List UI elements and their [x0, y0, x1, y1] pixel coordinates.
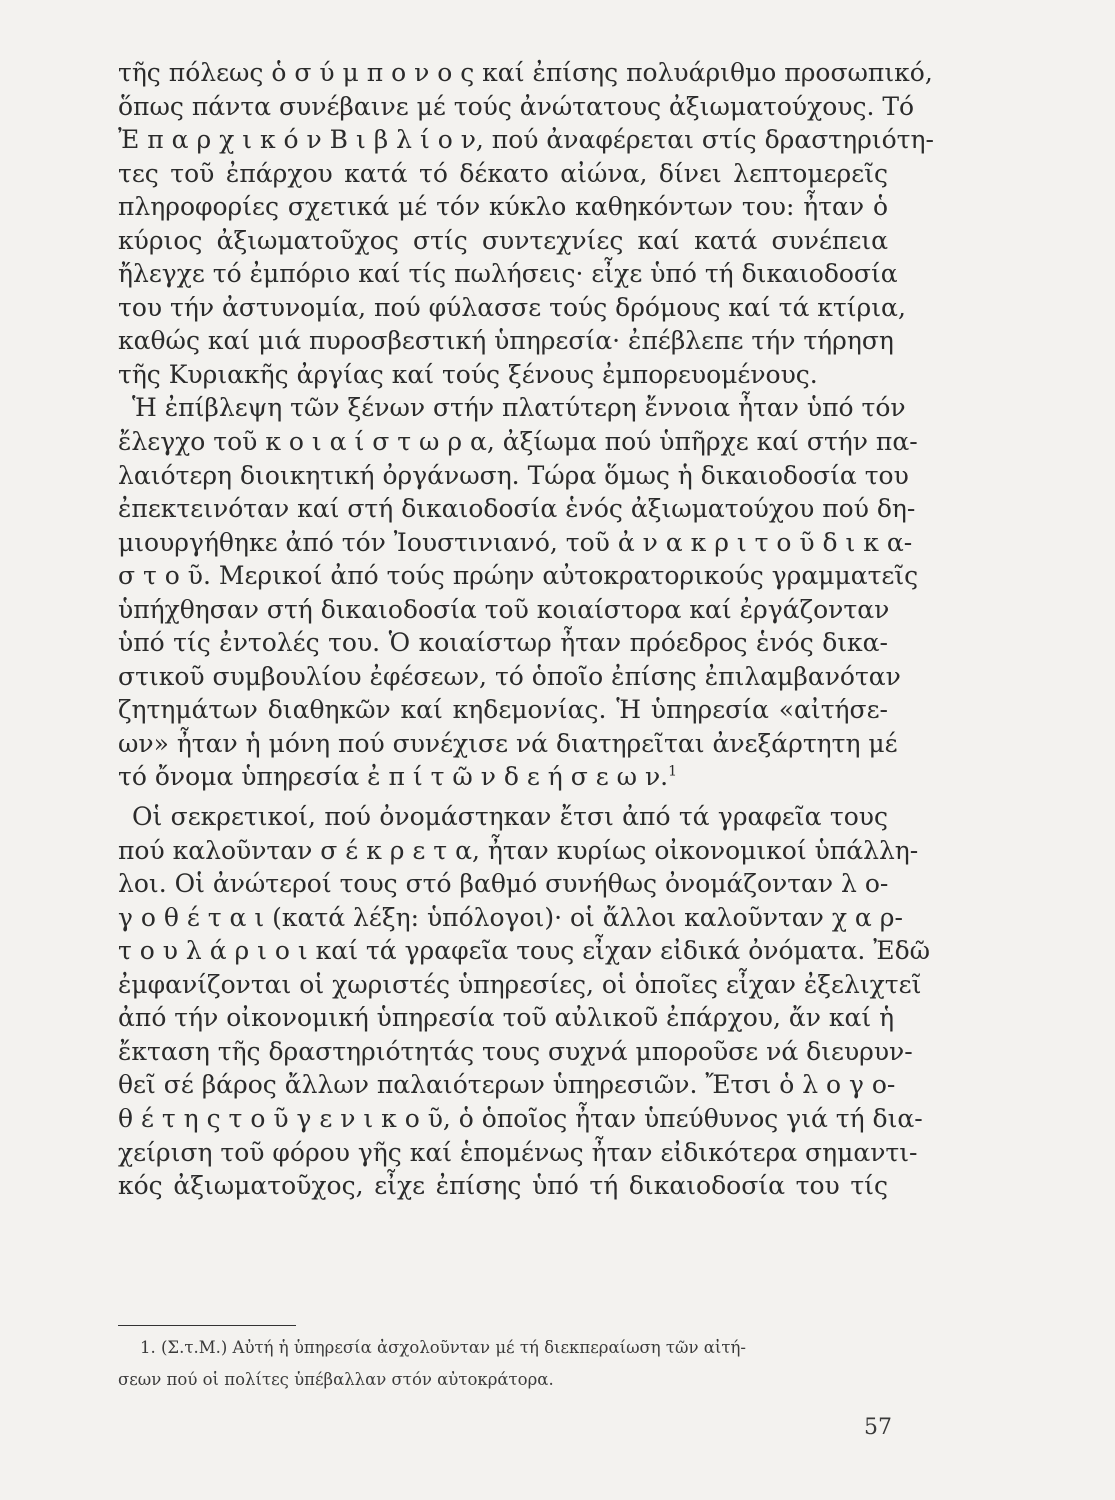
text-line: λοι. Οἱ ἀνώτεροί τους στό βαθμό συνήθως ὀνομάζονταν λ ο-: [118, 869, 889, 899]
body-text: [118, 56, 934, 1203]
text-line: Ἡ ἐπίβλεψη τῶν ξένων στήν πλατύτερη ἔννοια ἦταν ὑπό τόν: [132, 393, 906, 423]
text-line: Οἱ σεκρετικοί, πού ὀνομάστηκαν ἔτσι ἀπό τά γραφεῖα τους: [132, 802, 888, 832]
text-line: τες τοῦ ἐπάρχου κατά τό δέκατο αἰώνα, δίνει λεπτομερεῖς: [118, 158, 888, 188]
text-line-content: τό ὄνομα ὑπηρεσία ἐ π ί τ ῶ ν δ ε ή σ ε ω ν.: [118, 762, 669, 792]
text-line: ἔλεγχο τοῦ κ ο ι α ί σ τ ω ρ α, ἀξίωμα πού ὑπῆρχε καί στήν πα-: [118, 427, 918, 457]
text-line: καθώς καί μιά πυροσβεστική ὑπηρεσία· ἐπέβλεπε τήν τήρηση: [118, 326, 894, 356]
text-line: ων» ἦταν ἡ μόνη πού συνέχισε νά διατηρεῖται ἀνεξάρτητη μέ: [118, 728, 898, 758]
text-line: γ ο θ έ τ α ι (κατά λέξη: ὑπόλογοι)· οἱ ἄλλοι καλοῦνταν χ α ρ-: [118, 902, 903, 932]
text-line: Ἐ π α ρ χ ι κ ό ν Β ι β λ ί ο ν, πού ἀναφέρεται στίς δραστηριότη-: [118, 125, 934, 155]
text-line: του τήν ἀστυνομία, πού φύλασσε τούς δρόμους καί τά κτίρια,: [118, 292, 906, 322]
text-line: τῆς Κυριακῆς ἀργίας καί τούς ξένους ἐμπορευομένους.: [118, 359, 818, 389]
text-line: κύριος ἀξιωματοῦχος στίς συντεχνίες καί κατά συνέπεια: [118, 225, 888, 255]
text-line: τῆς πόλεως ὁ σ ύ μ π ο ν ο ς καί ἐπίσης πολυάριθμο προσωπικό,: [118, 58, 933, 87]
text-line: ἐπεκτεινόταν καί στή δικαιοδοσία ἑνός ἀξιωματούχου πού δη-: [118, 494, 916, 524]
text-line: ὑπό τίς ἐντολές του. Ὁ κοιαίστωρ ἦταν πρόεδρος ἑνός δικα-: [118, 628, 888, 658]
text-line: ἀπό τήν οἰκονομική ὑπηρεσία τοῦ αὐλικοῦ ἐπάρχου, ἄν καί ἡ: [118, 1003, 895, 1033]
text-line: λαιότερη διοικητική ὀργάνωση. Τώρα ὅμως ἡ δικαιοδοσία του: [118, 460, 909, 490]
text-line: μιουργήθηκε ἀπό τόν Ἰουστινιανό, τοῦ ἀ ν α κ ρ ι τ ο ῦ δ ι κ α-: [118, 527, 913, 557]
text-line: ὑπήχθησαν στή δικαιοδοσία τοῦ κοιαίστορα καί ἐργάζονταν: [118, 594, 890, 624]
text-line: πληροφορίες σχετικά μέ τόν κύκλο καθηκόντων του: ἦταν ὁ: [118, 192, 888, 222]
text-line: ζητημάτων διαθηκῶν καί κηδεμονίας. Ἡ ὑπηρεσία «αἰτήσε-: [118, 695, 888, 725]
text-line: κός ἀξιωματοῦχος, εἶχε ἐπίσης ὑπό τή δικαιοδοσία του τίς: [118, 1171, 888, 1201]
text-line: χείριση τοῦ φόρου γῆς καί ἑπομένως ἦταν εἰδικότερα σημαντι-: [118, 1137, 918, 1167]
footnote-line: 1. (Σ.τ.Μ.) Αὐτή ἡ ὑπηρεσία ἀσχολοῦνταν μέ τή διεκπεραίωση τῶν αἰτή-: [140, 1338, 746, 1357]
footnote: [118, 1332, 888, 1396]
text-line: θεῖ σέ βάρος ἄλλων παλαιότερων ὑπηρεσιῶν. Ἔτσι ὁ λ ο γ ο-: [118, 1070, 896, 1100]
text-line: τ ο υ λ ά ρ ι ο ι καί τά γραφεῖα τους εἶχαν εἰδικά ὀνόματα. Ἐδῶ: [118, 936, 931, 966]
page-number: 57: [864, 1415, 892, 1440]
text-line: ἔκταση τῆς δραστηριότητάς τους συχνά μποροῦσε νά διευρυν-: [118, 1036, 913, 1066]
footnote-divider: [118, 1325, 296, 1326]
text-line: πού καλοῦνταν σ έ κ ρ ε τ α, ἦταν κυρίως οἰκονομικοί ὑπάλλη-: [118, 835, 919, 865]
text-line: ἤλεγχε τό ἐμπόριο καί τίς πωλήσεις· εἶχε ὑπό τή δικαιοδοσία: [118, 259, 898, 289]
text-line: [118, 760, 888, 794]
text-line: στικοῦ συμβουλίου ἐφέσεων, τό ὁποῖο ἐπίσης ἐπιλαμβανόταν: [118, 661, 901, 691]
footnote-line: σεων πού οἱ πολίτες ὑπέβαλλαν στόν αὐτοκράτορα.: [118, 1370, 554, 1389]
text-line: ἐμφανίζονται οἱ χωριστές ὑπηρεσίες, οἱ ὁποῖες εἶχαν ἐξελιχτεῖ: [118, 969, 922, 999]
text-line: θ έ τ η ς τ ο ῦ γ ε ν ι κ ο ῦ, ὁ ὁποῖος ἦταν ὑπεύθυνος γιά τή δια-: [118, 1103, 923, 1133]
footnote-marker[interactable]: 1: [668, 764, 678, 781]
text-line: ὅπως πάντα συνέβαινε μέ τούς ἀνώτατους ἀξιωματούχους. Τό: [118, 91, 915, 121]
text-line: σ τ ο ῦ. Μερικοί ἀπό τούς πρώην αὐτοκρατορικούς γραμματεῖς: [118, 561, 919, 591]
